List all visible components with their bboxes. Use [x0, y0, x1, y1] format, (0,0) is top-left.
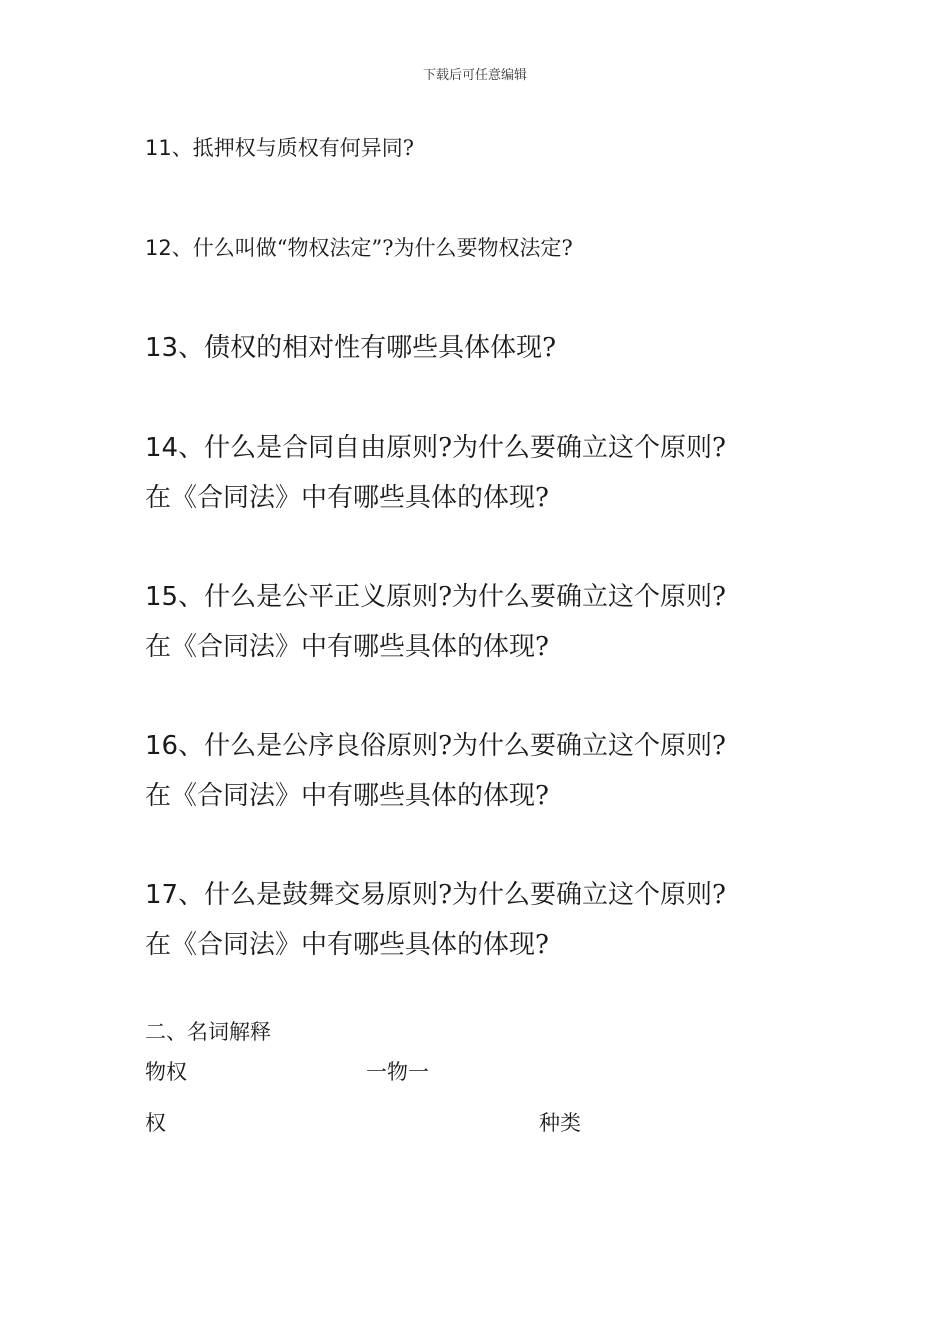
- question-text: 、什么是合同自由原则?为什么要确立这个原则?: [178, 433, 726, 463]
- question-text: 、什么是公序良俗原则?为什么要确立这个原则?: [178, 731, 726, 761]
- question-number: 13: [145, 333, 179, 363]
- term-right: 权: [145, 1111, 166, 1135]
- question-16: [145, 721, 726, 821]
- question-12: [145, 233, 573, 263]
- page-header: 下载后可任意编辑: [422, 68, 527, 83]
- question-number: 17: [145, 880, 179, 910]
- question-text: 、什么是公平正义原则?为什么要确立这个原则?: [178, 582, 726, 612]
- question-number: 12: [145, 236, 172, 260]
- question-number: 15: [145, 582, 179, 612]
- question-text-continued: 在《合同法》中有哪些具体的体现?: [145, 632, 549, 662]
- question-text-continued: 在《合同法》中有哪些具体的体现?: [145, 781, 549, 811]
- term-one-thing-one: 一物一: [366, 1060, 429, 1084]
- question-text: 、债权的相对性有哪些具体体现?: [178, 333, 557, 363]
- question-15: [145, 572, 726, 672]
- question-text-continued: 在《合同法》中有哪些具体的体现?: [145, 930, 549, 960]
- section-title: 二、名词解释: [145, 1020, 271, 1044]
- question-11: [145, 133, 414, 163]
- question-number: 16: [145, 731, 179, 761]
- question-number: 14: [145, 433, 179, 463]
- question-14: [145, 423, 726, 523]
- question-13: [145, 323, 556, 373]
- question-number: 11: [145, 136, 172, 160]
- question-17: [145, 870, 726, 970]
- question-text: 、什么叫做“物权法定”?为什么要物权法定?: [171, 236, 573, 260]
- term-property-right: 物权: [145, 1060, 187, 1084]
- question-text-continued: 在《合同法》中有哪些具体的体现?: [145, 483, 549, 513]
- term-kind: 种类: [539, 1111, 581, 1135]
- question-text: 、抵押权与质权有何异同?: [171, 136, 414, 160]
- question-text: 、什么是鼓舞交易原则?为什么要确立这个原则?: [178, 880, 726, 910]
